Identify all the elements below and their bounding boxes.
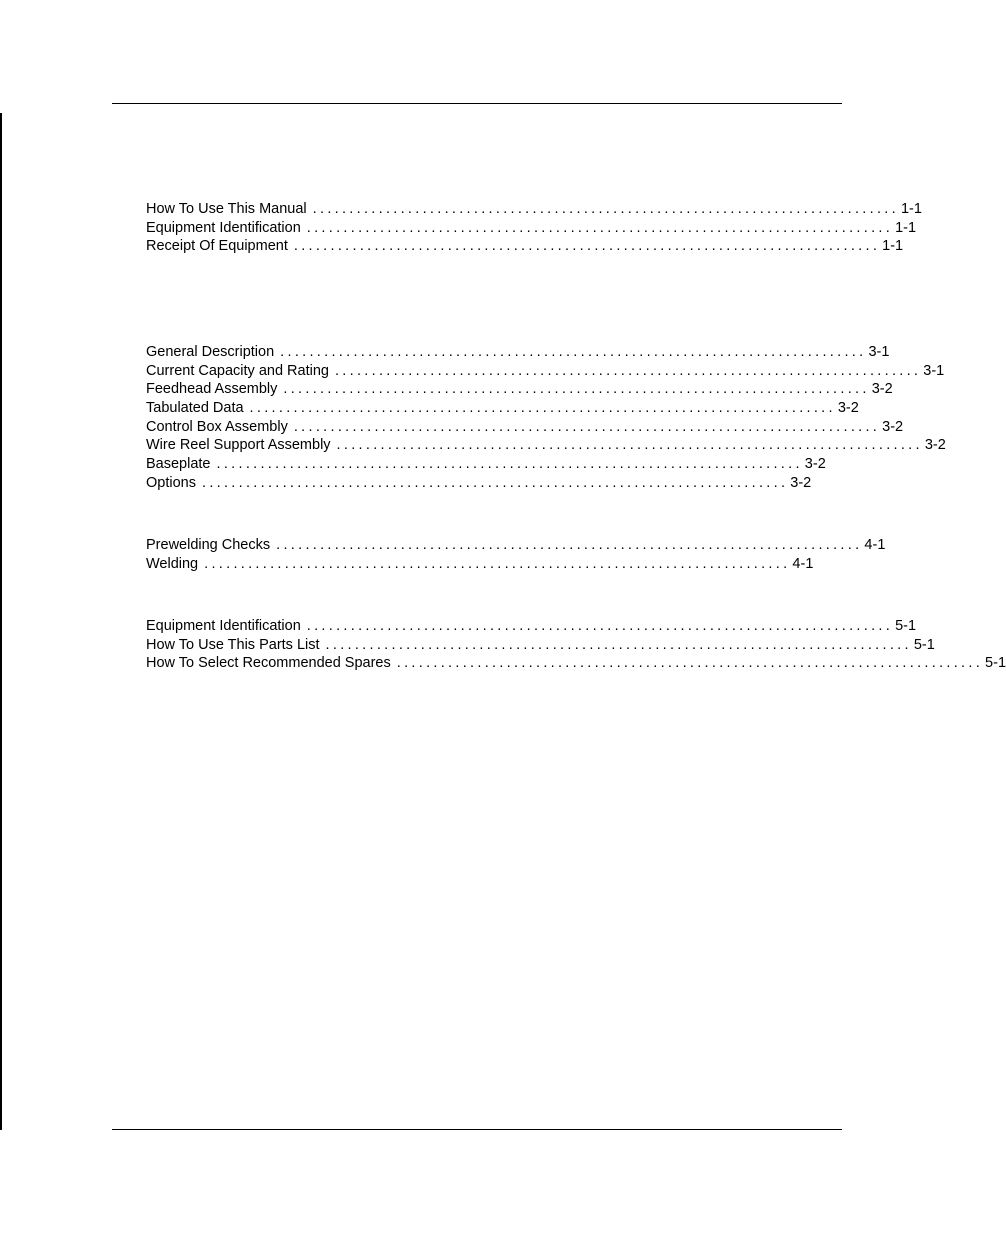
toc-entry[interactable] <box>146 654 1006 673</box>
toc-entry-page: 3-1 <box>923 362 945 379</box>
dot-leader: ................................................................................ <box>201 474 789 491</box>
toc-entry-title: Feedhead Assembly <box>146 381 278 398</box>
toc-entry[interactable] <box>146 362 945 381</box>
dot-leader: ................................................................................ <box>293 418 881 435</box>
toc-entry-title: Baseplate <box>146 456 211 473</box>
toc-group <box>146 343 946 493</box>
toc-entry-page: 5-1 <box>985 655 1006 672</box>
dot-leader: ................................................................................ <box>336 437 923 454</box>
toc-entry-title: Welding <box>146 555 199 572</box>
dot-leader: ................................................................................ <box>216 456 803 473</box>
dot-leader: ................................................................................ <box>280 344 867 360</box>
toc-entry[interactable] <box>146 380 893 399</box>
bottom-rule <box>112 1129 842 1130</box>
dot-leader: ................................................................................ <box>249 400 836 417</box>
dot-leader: ................................................................................ <box>334 362 922 379</box>
left-margin-bar <box>0 113 2 1130</box>
toc-entry[interactable] <box>146 474 812 493</box>
toc-entry-title: Current Capacity and Rating <box>146 362 329 379</box>
toc-entry[interactable] <box>146 200 922 219</box>
top-rule <box>112 103 842 104</box>
dot-leader: ................................................................................ <box>293 238 881 255</box>
toc-entry-title: Options <box>146 474 196 491</box>
toc-entry[interactable] <box>146 536 886 555</box>
toc-entry[interactable] <box>146 636 935 655</box>
toc-entry[interactable] <box>146 343 890 362</box>
toc-entry-title: Control Box Assembly <box>146 418 288 435</box>
toc-entry[interactable] <box>146 455 826 474</box>
toc-group <box>146 617 1006 673</box>
toc-entry-title: General Description <box>146 344 275 360</box>
toc-entry-page: 3-1 <box>868 344 890 360</box>
toc-entry-page: 5-1 <box>913 636 935 653</box>
toc-entry-title: How To Use This Manual <box>146 201 307 217</box>
toc-entry[interactable] <box>146 219 917 238</box>
dot-leader: ................................................................................ <box>306 618 894 634</box>
toc-entry-page: 3-2 <box>790 474 812 491</box>
dot-leader: ................................................................................ <box>325 636 912 653</box>
dot-leader: ................................................................................ <box>306 219 894 236</box>
toc-entry-page: 1-1 <box>900 201 922 217</box>
toc-entry-page: 4-1 <box>792 555 814 572</box>
toc-group <box>146 536 886 573</box>
toc-entry-title: Receipt Of Equipment <box>146 238 288 255</box>
toc-entry-title: How To Select Recommended Spares <box>146 655 391 672</box>
toc-entry-title: Wire Reel Support Assembly <box>146 437 331 454</box>
dot-leader: ................................................................................ <box>204 555 791 572</box>
toc-entry[interactable] <box>146 436 946 455</box>
toc-entry-page: 3-2 <box>871 381 893 398</box>
toc-entry[interactable] <box>146 237 904 256</box>
dot-leader: ................................................................................ <box>283 381 870 398</box>
dot-leader: ................................................................................ <box>396 655 984 672</box>
toc-entry-page: 3-2 <box>804 456 826 473</box>
toc-entry-page: 3-2 <box>924 437 946 454</box>
toc-entry[interactable] <box>146 555 814 574</box>
toc-entry-title: How To Use This Parts List <box>146 636 320 653</box>
toc-entry-title: Tabulated Data <box>146 400 244 417</box>
dot-leader: ................................................................................ <box>312 201 899 217</box>
toc-entry[interactable] <box>146 418 904 437</box>
toc-entry[interactable] <box>146 617 917 636</box>
toc-entry-title: Equipment Identification <box>146 618 301 634</box>
toc-entry-page: 3-2 <box>837 400 859 417</box>
toc-entry-page: 1-1 <box>882 238 904 255</box>
toc-entry-title: Prewelding Checks <box>146 537 271 553</box>
toc-group <box>146 200 922 256</box>
dot-leader: ................................................................................ <box>276 537 863 553</box>
toc-entry[interactable] <box>146 399 859 418</box>
toc-entry-page: 3-2 <box>882 418 904 435</box>
toc-entry-page: 1-1 <box>895 219 917 236</box>
toc-entry-page: 5-1 <box>895 618 917 634</box>
toc-entry-page: 4-1 <box>864 537 886 553</box>
toc-entry-title: Equipment Identification <box>146 219 301 236</box>
